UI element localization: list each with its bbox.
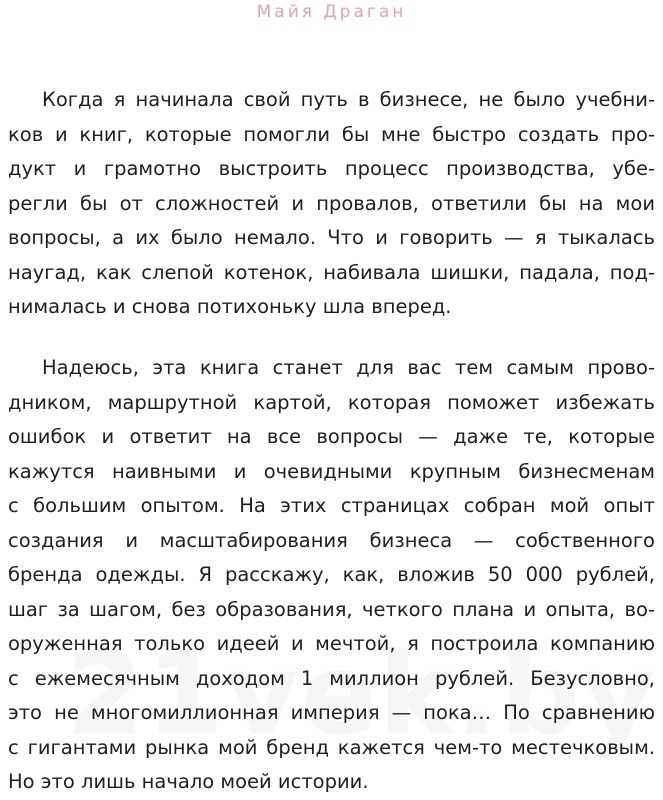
text-line: Надеюсь, эта книга станет для вас тем самым прово- <box>42 356 655 379</box>
text-line: бренда одежды. Я расскажу, как, вложив 50 000 рублей, <box>8 563 655 586</box>
paragraph-2 <box>8 351 655 800</box>
text-line: дукт и грамотно выстроить процесс производства, убе- <box>8 157 655 180</box>
text-line: наугад, как слепой котенок, набивала шишки, падала, под- <box>8 260 655 284</box>
text-line: Когда я начинала свой путь в бизнесе, не было учебни- <box>42 88 655 111</box>
running-head: Майя Драган <box>256 2 407 22</box>
text-line: Но это лишь начало моей истории. <box>8 770 369 793</box>
text-line: с гигантами рынка мой бренд кажется чем-то местечковым. <box>8 735 655 759</box>
text-line: создания и масштабирования бизнеса — собственного <box>8 528 655 552</box>
paragraph-1 <box>8 83 655 325</box>
text-line: оруженная только идеей и мечтой, я построила компанию <box>8 632 655 655</box>
text-line: дником, маршрутной картой, которая поможет избежать <box>8 390 655 414</box>
text-line: ков и книг, которые помогли бы мне быстро создать про- <box>8 122 655 146</box>
text-line: шаг за шагом, без образования, четкого плана и опыта, во- <box>8 597 655 621</box>
text-line: с ежемесячным доходом 1 миллион рублей. Безусловно, <box>8 666 655 690</box>
text-line: нималась и снова потихоньку шла вперед. <box>8 295 452 318</box>
text-line: с большим опытом. На этих страницах собран мой опыт <box>8 494 655 517</box>
text-line: это не многомиллионная империя — пока… По сравнению <box>8 701 655 724</box>
text-line: кажутся наивными и очевидными крупным бизнесменам <box>8 459 655 483</box>
text-line: ошибок и ответит на все вопросы — даже те, которые <box>8 425 655 448</box>
text-line: регли бы от сложностей и провалов, ответили бы на мои <box>8 191 655 215</box>
text-line: вопросы, а их было немало. Что и говорить — я тыкалась <box>8 226 655 249</box>
